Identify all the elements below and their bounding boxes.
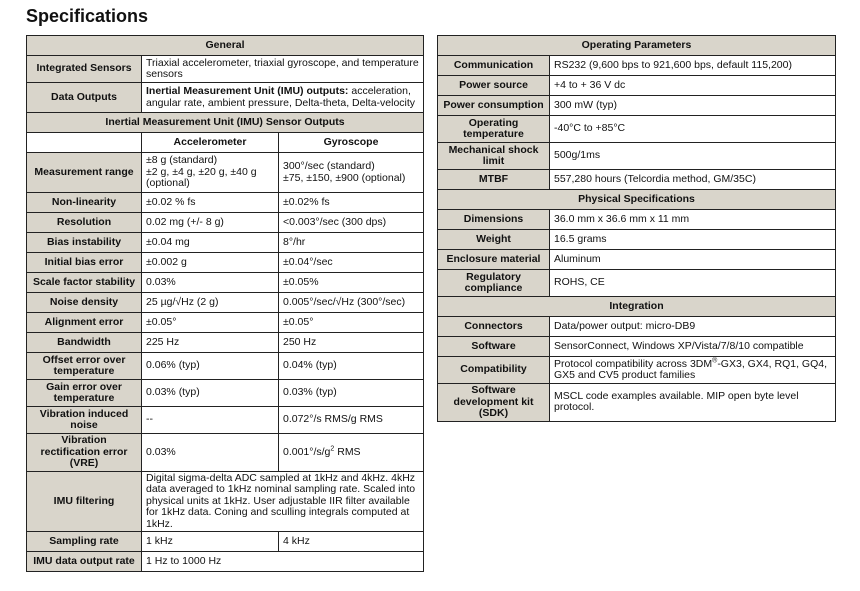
outputs-bold-text: Inertial Measurement Unit (IMU) outputs: xyxy=(146,85,349,97)
row-label: Alignment error xyxy=(27,313,142,333)
accelerometer-value: 0.03% xyxy=(142,434,279,472)
table-row xyxy=(438,190,836,210)
value-line: 300°/sec (standard) xyxy=(283,160,375,172)
row-value: SensorConnect, Windows XP/Vista/7/8/10 compatible xyxy=(550,337,836,357)
row-value: 300 mW (typ) xyxy=(550,96,836,116)
row-value: -40°C to +85°C xyxy=(550,116,836,143)
value-text: Protocol compatibility across 3DM xyxy=(554,357,713,370)
row-label: MTBF xyxy=(438,170,550,190)
accelerometer-value xyxy=(142,153,279,193)
table-row xyxy=(27,434,424,472)
section-header-operating: Operating Parameters xyxy=(438,36,836,56)
row-label: Integrated Sensors xyxy=(27,56,142,83)
table-row xyxy=(27,313,424,333)
gyroscope-value: 8°/hr xyxy=(279,233,424,253)
outputs-text: acceleration, angular rate, ambient pressure, Delta-theta, Delta-velocity xyxy=(146,85,416,109)
gyroscope-value xyxy=(279,434,424,472)
row-label: Operating temperature xyxy=(438,116,550,143)
accelerometer-value: 25 µg/√Hz (2 g) xyxy=(142,293,279,313)
accelerometer-value: 0.03% (typ) xyxy=(142,380,279,407)
row-value: Aluminum xyxy=(550,250,836,270)
row-label: Measurement range xyxy=(27,153,142,193)
gyroscope-value: ±0.05% xyxy=(279,273,424,293)
table-row xyxy=(27,153,424,193)
row-label: Software development kit (SDK) xyxy=(438,384,550,422)
row-label: Vibration induced noise xyxy=(27,407,142,434)
table-row xyxy=(438,250,836,270)
table-row xyxy=(27,56,424,83)
column-header-accelerometer: Accelerometer xyxy=(142,133,279,153)
row-label: Enclosure material xyxy=(438,250,550,270)
accelerometer-value: 0.06% (typ) xyxy=(142,353,279,380)
gyroscope-value: 0.03% (typ) xyxy=(279,380,424,407)
table-row xyxy=(438,357,836,384)
gyroscope-value: ±0.05° xyxy=(279,313,424,333)
parameters-spec-table xyxy=(437,35,836,422)
row-value: +4 to + 36 V dc xyxy=(550,76,836,96)
row-label: Connectors xyxy=(438,317,550,337)
table-row xyxy=(27,532,424,552)
row-label: Power consumption xyxy=(438,96,550,116)
section-header-physical: Physical Specifications xyxy=(438,190,836,210)
row-label: Offset error over temperature xyxy=(27,353,142,380)
table-row xyxy=(27,293,424,313)
row-value: 36.0 mm x 36.6 mm x 11 mm xyxy=(550,210,836,230)
table-row xyxy=(27,380,424,407)
table-row xyxy=(438,76,836,96)
page-title: Specifications xyxy=(26,6,149,26)
accelerometer-value: 225 Hz xyxy=(142,333,279,353)
registered-mark: ® xyxy=(712,357,718,364)
table-row xyxy=(27,83,424,113)
row-label: Bandwidth xyxy=(27,333,142,353)
accelerometer-value: 1 kHz xyxy=(142,532,279,552)
row-label: Dimensions xyxy=(438,210,550,230)
superscript: 2 xyxy=(330,445,335,452)
row-value: Data/power output: micro-DB9 xyxy=(550,317,836,337)
row-label: IMU data output rate xyxy=(27,552,142,572)
row-label: Initial bias error xyxy=(27,253,142,273)
gyroscope-value: ±0.04°/sec xyxy=(279,253,424,273)
accelerometer-value: 0.02 mg (+/- 8 g) xyxy=(142,213,279,233)
table-row xyxy=(438,56,836,76)
table-row xyxy=(27,253,424,273)
row-value: 1 Hz to 1000 Hz xyxy=(142,552,424,572)
value-text: RMS xyxy=(334,445,361,458)
table-row xyxy=(438,230,836,250)
row-value: ROHS, CE xyxy=(550,270,836,297)
accelerometer-value: ±0.002 g xyxy=(142,253,279,273)
gyroscope-value: 250 Hz xyxy=(279,333,424,353)
table-row xyxy=(438,337,836,357)
table-row xyxy=(438,96,836,116)
section-header-integration: Integration xyxy=(438,297,836,317)
table-row xyxy=(438,317,836,337)
table-row xyxy=(438,36,836,56)
value-text: -GX3, GX4, RQ1, GQ4, GX5 and CV5 product families xyxy=(554,357,828,381)
row-value xyxy=(550,357,836,384)
table-row xyxy=(27,233,424,253)
row-label: Resolution xyxy=(27,213,142,233)
table-row xyxy=(27,36,424,56)
row-label: Mechanical shock limit xyxy=(438,143,550,170)
table-row xyxy=(438,170,836,190)
table-row xyxy=(438,270,836,297)
row-value: 500g/1ms xyxy=(550,143,836,170)
row-label: Scale factor stability xyxy=(27,273,142,293)
row-value: 16.5 grams xyxy=(550,230,836,250)
table-row xyxy=(27,113,424,133)
gyroscope-value: <0.003°/sec (300 dps) xyxy=(279,213,424,233)
gyroscope-value xyxy=(279,153,424,193)
row-label: Weight xyxy=(438,230,550,250)
accelerometer-value: ±0.02 % fs xyxy=(142,193,279,213)
table-row xyxy=(27,407,424,434)
table-row xyxy=(27,193,424,213)
table-row xyxy=(438,210,836,230)
gyroscope-value: 0.005°/sec/√Hz (300°/sec) xyxy=(279,293,424,313)
accelerometer-value: 0.03% xyxy=(142,273,279,293)
table-row xyxy=(27,213,424,233)
gyroscope-value: 0.072°/s RMS/g RMS xyxy=(279,407,424,434)
row-value: RS232 (9,600 bps to 921,600 bps, default 115,200) xyxy=(550,56,836,76)
row-label: Sampling rate xyxy=(27,532,142,552)
row-label: Gain error over temperature xyxy=(27,380,142,407)
section-header-imu: Inertial Measurement Unit (IMU) Sensor Outputs xyxy=(27,113,424,133)
section-header-general: General xyxy=(27,36,424,56)
row-label: Communication xyxy=(438,56,550,76)
column-header-gyroscope: Gyroscope xyxy=(279,133,424,153)
value-line: ±75, ±150, ±900 (optional) xyxy=(283,171,406,184)
row-label: Noise density xyxy=(27,293,142,313)
table-row xyxy=(27,333,424,353)
row-value: Digital sigma-delta ADC sampled at 1kHz and 4kHz. 4kHz data averaged to 1kHz nominal sampling rate. Scaled into physical units at 1kHz. User adjustable IIR filter available for 1kHz data. Coning and sculling integrals computed at 1kHz. xyxy=(142,471,424,532)
table-row xyxy=(27,552,424,572)
row-value: 557,280 hours (Telcordia method, GM/35C) xyxy=(550,170,836,190)
gyroscope-value: 0.04% (typ) xyxy=(279,353,424,380)
row-label: Vibration rectification error (VRE) xyxy=(27,434,142,472)
row-label: Regulatory compliance xyxy=(438,270,550,297)
gyroscope-value: 4 kHz xyxy=(279,532,424,552)
row-value: MSCL code examples available. MIP open byte level protocol. xyxy=(550,384,836,422)
table-row xyxy=(27,471,424,532)
accelerometer-value: ±0.05° xyxy=(142,313,279,333)
row-label: Data Outputs xyxy=(27,83,142,113)
table-row xyxy=(438,143,836,170)
table-row xyxy=(27,273,424,293)
row-label: IMU filtering xyxy=(27,471,142,532)
table-row xyxy=(438,384,836,422)
imu-spec-table xyxy=(26,35,424,572)
row-value: Triaxial accelerometer, triaxial gyroscope, and temperature sensors xyxy=(142,56,424,83)
value-text: 0.001°/s/g xyxy=(283,445,331,458)
table-row xyxy=(438,297,836,317)
row-value xyxy=(142,83,424,113)
accelerometer-value: ±0.04 mg xyxy=(142,233,279,253)
empty-cell xyxy=(27,133,142,153)
table-row xyxy=(438,116,836,143)
row-label: Power source xyxy=(438,76,550,96)
accelerometer-value: -- xyxy=(142,407,279,434)
row-label: Non-linearity xyxy=(27,193,142,213)
gyroscope-value: ±0.02% fs xyxy=(279,193,424,213)
row-label: Compatibility xyxy=(438,357,550,384)
row-label: Bias instability xyxy=(27,233,142,253)
table-row xyxy=(27,353,424,380)
value-line: ±8 g (standard) xyxy=(146,154,218,167)
table-row xyxy=(27,133,424,153)
value-line: ±2 g, ±4 g, ±20 g, ±40 g (optional) xyxy=(146,165,257,190)
row-label: Software xyxy=(438,337,550,357)
